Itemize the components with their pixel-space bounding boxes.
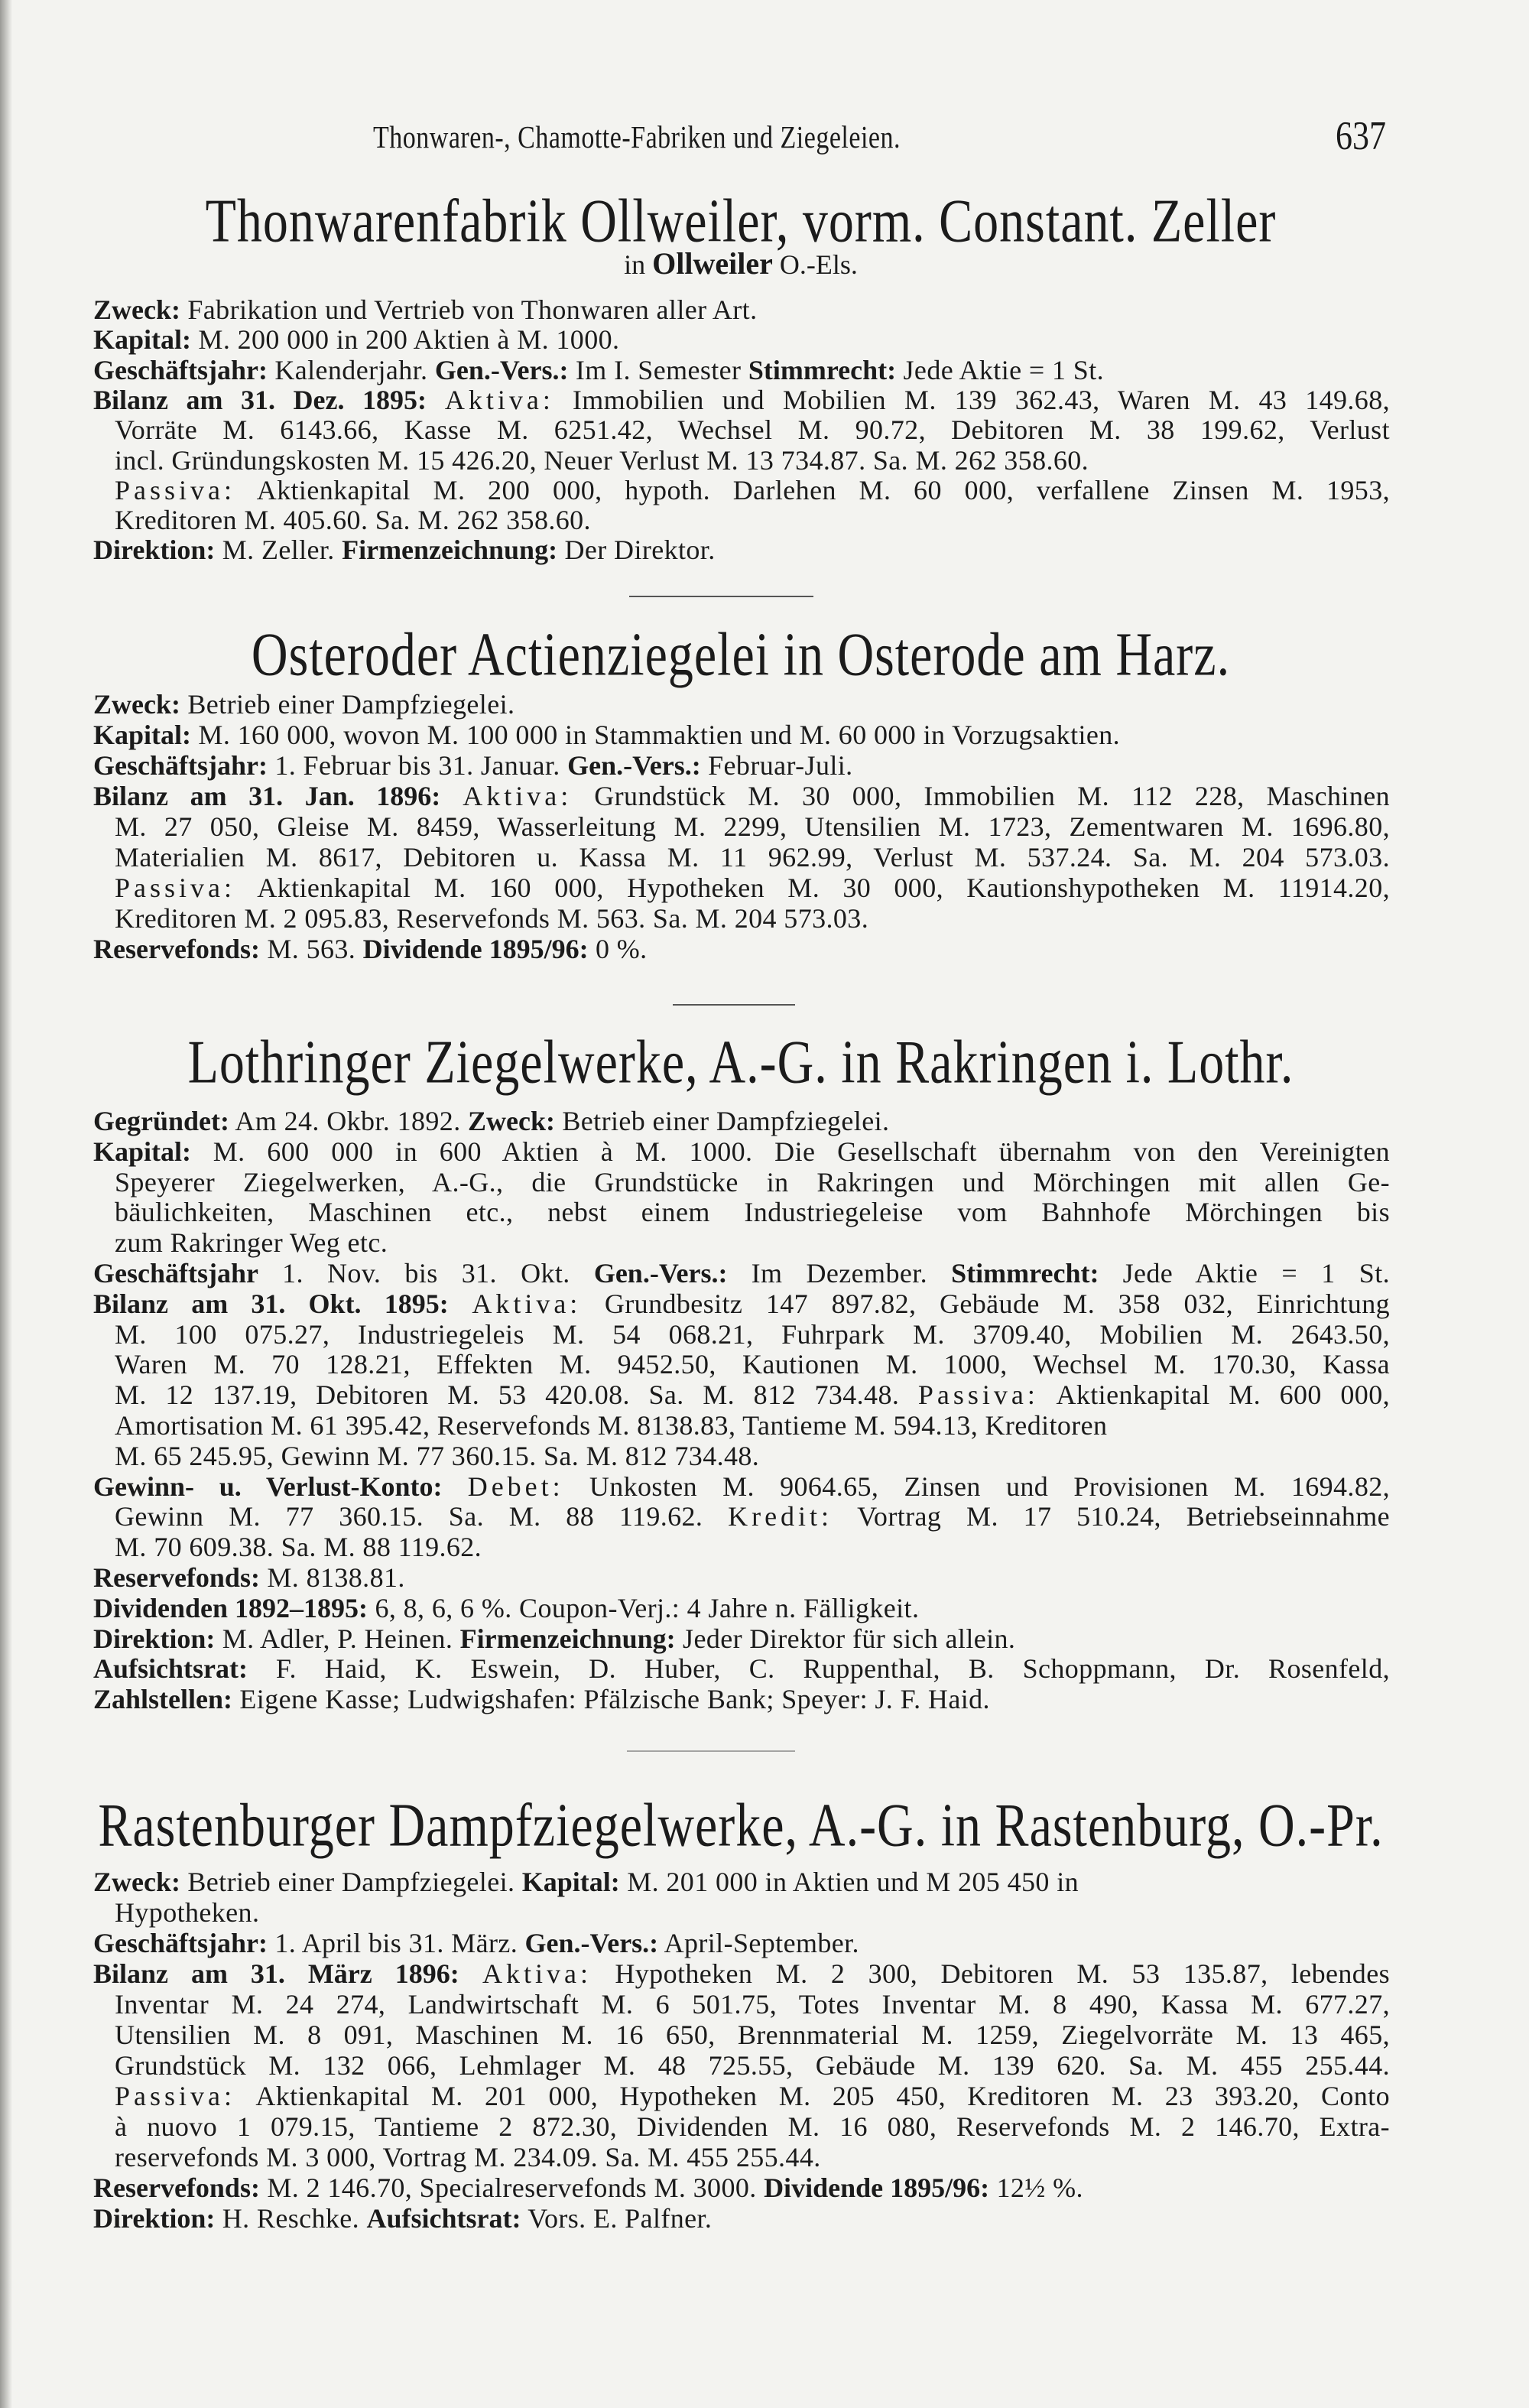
field-label: Gen.-Vers.: <box>434 355 569 385</box>
text-line <box>93 1562 1390 1593</box>
field-value: 1. Februar bis 31. Januar. <box>267 750 568 781</box>
text-line-content <box>115 414 1390 445</box>
field-value: Utensilien M. 8 091, Maschinen M. 16 650, Brennmaterial M. 1259, Ziegelvorräte M. 13 465, <box>115 2020 1390 2050</box>
text-line-content <box>115 2111 1390 2142</box>
text-line <box>115 1197 1390 1227</box>
ledger-side-label: Aktiva: <box>444 385 554 415</box>
field-label: Gen.-Vers.: <box>524 1928 659 1958</box>
field-label: Gewinn- u. Verlust-Konto: <box>93 1471 443 1502</box>
field-value: Grundstück M. 132 066, Lehmlager M. 48 725.55, Gebäude M. 139 620. Sa. M. 455 255.44. <box>115 2050 1390 2081</box>
field-value: Grundstück M. 30 000, Immobilien M. 112 228, Maschinen <box>572 781 1391 811</box>
text-line-content <box>93 355 1104 385</box>
text-line-content <box>115 2081 1390 2111</box>
ledger-side-label: Kredit: <box>728 1501 833 1532</box>
text-line-content <box>93 294 758 325</box>
text-line <box>93 1684 1390 1714</box>
text-line <box>93 535 1390 565</box>
field-label: Direktion: <box>93 2203 216 2234</box>
field-label: Reservefonds: <box>93 934 260 964</box>
field-value: Der Direktor. <box>557 535 716 565</box>
field-value: April-September. <box>658 1928 859 1958</box>
text-line-content <box>115 1319 1390 1350</box>
text-line-content <box>115 1227 388 1258</box>
field-value: Fabrikation und Vertrieb von Thonwaren aller Art. <box>180 294 758 325</box>
field-label: Geschäftsjahr: <box>93 355 268 385</box>
field-value: zum Rakringer Weg etc. <box>115 1227 388 1258</box>
field-value: Aktienkapital M. 200 000, hypoth. Darlehen M. 60 000, verfallene Zinsen M. 1953, <box>235 475 1390 505</box>
field-value: Unkosten M. 9064.65, Zinsen und Provisionen M. 1694.82, <box>563 1471 1391 1502</box>
text-line <box>115 2050 1390 2081</box>
text-line <box>93 1593 1390 1623</box>
field-value: Aktienkapital M. 160 000, Hypotheken M. 30 000, Kautionshypotheken M. 11914.20, <box>235 873 1390 903</box>
text-line-content <box>93 1106 889 1136</box>
field-value: Amortisation M. 61 395.42, Reservefonds M. 8138.83, Tantieme M. 594.13, Kreditoren <box>115 1410 1108 1441</box>
field-value <box>440 781 463 811</box>
text-line <box>93 385 1390 415</box>
text-line <box>93 1928 1390 1958</box>
text-line <box>115 505 1390 535</box>
text-line-content <box>93 1471 1390 1502</box>
field-value: Hypotheken M. 2 300, Debitoren M. 53 135.87, lebendes <box>592 1958 1390 1989</box>
text-line <box>115 903 1390 934</box>
text-line <box>115 811 1390 842</box>
text-line <box>115 445 1390 476</box>
field-value: Kreditoren M. 405.60. Sa. M. 262 358.60. <box>115 505 591 535</box>
field-label: Gegründet: <box>93 1106 229 1136</box>
text-line-content <box>115 1349 1390 1379</box>
field-value: M. 65 245.95, Gewinn M. 77 360.15. Sa. M. 812 734.48. <box>115 1441 760 1471</box>
field-value: Eigene Kasse; Ludwigshafen: Pfälzische Bank; Speyer: J. F. Haid. <box>232 1684 990 1714</box>
field-label: Reservefonds: <box>93 1562 260 1593</box>
text-line-content <box>93 385 1390 415</box>
field-value: 0 %. <box>588 934 648 964</box>
text-line-content <box>115 1501 1390 1532</box>
field-label: Bilanz am 31. Okt. 1895: <box>93 1288 449 1319</box>
field-value: Im Dezember. <box>727 1258 952 1288</box>
text-line <box>115 1989 1390 2020</box>
text-line-content <box>115 1441 759 1471</box>
field-label: Bilanz am 31. Jan. 1896: <box>93 781 441 811</box>
text-line-content <box>93 1928 859 1958</box>
text-line-content <box>115 873 1390 903</box>
text-line-content <box>93 2172 1083 2203</box>
field-value: bäulichkeiten, Maschinen etc., nebst einem Industriegeleise vom Bahnhofe Mörchingen bis <box>115 1197 1390 1227</box>
field-value: M. 201 000 in Aktien und M 205 450 in <box>619 1867 1079 1897</box>
text-line-content <box>93 1958 1390 1989</box>
text-line <box>93 1471 1390 1502</box>
field-value: Grundbesitz 147 897.82, Gebäude M. 358 032, Einrichtung <box>581 1288 1391 1319</box>
field-value: Hypotheken. <box>115 1897 260 1928</box>
text-line-content <box>93 1653 1390 1684</box>
text-line <box>93 355 1390 385</box>
field-label: Zweck: <box>93 1867 180 1897</box>
section-divider <box>627 1750 795 1752</box>
text-line-content <box>93 750 853 781</box>
text-line-content <box>115 1379 1390 1410</box>
ledger-side-label: Passiva: <box>917 1379 1039 1410</box>
ledger-side-label: Passiva: <box>115 873 236 903</box>
text-line <box>93 1623 1390 1654</box>
field-label: Zweck: <box>468 1106 555 1136</box>
field-value: H. Reschke. <box>215 2203 367 2234</box>
text-line-content <box>93 720 1120 750</box>
field-label: Zweck: <box>93 689 180 720</box>
field-value: Inventar M. 24 274, Landwirtschaft M. 6 501.75, Totes Inventar M. 8 490, Kassa M. 677.27, <box>115 1989 1390 2020</box>
field-value: 1. Nov. bis 31. Okt. <box>258 1258 594 1288</box>
text-line <box>93 2203 1390 2234</box>
field-value <box>443 1471 468 1502</box>
text-line <box>93 2172 1390 2203</box>
field-value: Jeder Direktor für sich allein. <box>675 1623 1016 1654</box>
ledger-side-label: Aktiva: <box>472 1288 582 1319</box>
text-line-content <box>93 535 716 565</box>
text-line-content <box>115 811 1390 842</box>
field-value: reservefonds M. 3 000, Vortrag M. 234.09. Sa. M. 455 255.44. <box>115 2142 821 2172</box>
field-label: Stimmrecht: <box>748 355 897 385</box>
section-title: Osteroder Actienziegelei in Osterode am Harz. <box>251 620 1231 689</box>
subtitle-place: Ollweiler <box>652 246 773 281</box>
running-header: Thonwaren-, Chamotte-Fabriken und Ziegeleien. <box>373 121 901 155</box>
field-label: Geschäftsjahr: <box>93 1928 268 1958</box>
text-line <box>115 1532 1390 1562</box>
text-line-content <box>115 842 1390 873</box>
field-value: 1. April bis 31. März. <box>267 1928 525 1958</box>
text-line <box>115 2142 1390 2172</box>
text-line-content <box>115 2020 1390 2050</box>
field-label: Zahlstellen: <box>93 1684 233 1714</box>
ledger-side-label: Debet: <box>467 1471 564 1502</box>
text-line-content <box>115 1897 259 1928</box>
page-number: 637 <box>1336 113 1386 158</box>
text-line <box>115 414 1390 445</box>
field-label: Dividende 1895/96: <box>362 934 589 964</box>
text-line <box>93 324 1390 355</box>
text-line <box>115 1379 1390 1410</box>
text-line <box>115 1349 1390 1379</box>
ledger-side-label: Aktiva: <box>463 781 573 811</box>
subtitle-prefix: in <box>624 249 653 280</box>
section-divider <box>629 596 813 597</box>
text-line <box>115 1441 1390 1471</box>
text-line <box>115 1167 1390 1198</box>
text-line <box>115 1501 1390 1532</box>
field-label: Direktion: <box>93 1623 216 1654</box>
field-value: Vortrag M. 17 510.24, Betriebseinnahme <box>833 1501 1391 1532</box>
text-line <box>93 1136 1390 1167</box>
field-label: Firmenzeichnung: <box>342 535 558 565</box>
field-label: Kapital: <box>93 324 192 355</box>
field-value: Kreditoren M. 2 095.83, Reservefonds M. 563. Sa. M. 204 573.03. <box>115 903 869 934</box>
field-value: à nuovo 1 079.15, Tantieme 2 872.30, Dividenden M. 16 080, Reservefonds M. 2 146.70, Extra- <box>115 2111 1390 2142</box>
field-label: Kapital: <box>521 1867 620 1897</box>
field-label: Kapital: <box>93 1136 192 1167</box>
field-value: Betrieb einer Dampfziegelei. <box>180 689 515 720</box>
field-value: M. 563. <box>259 934 363 964</box>
text-line-content <box>93 1593 919 1623</box>
field-label: Bilanz am 31. März 1896: <box>93 1958 459 1989</box>
field-value: M. 70 609.38. Sa. M. 88 119.62. <box>115 1532 482 1562</box>
section-title: Thonwarenfabrik Ollweiler, vorm. Constant. Zeller <box>205 187 1277 255</box>
text-line <box>93 1958 1390 1989</box>
field-value: M. Zeller. <box>215 535 342 565</box>
field-value: Jede Aktie = 1 St. <box>896 355 1105 385</box>
field-label: Dividende 1895/96: <box>764 2172 990 2203</box>
text-line <box>93 1106 1390 1136</box>
field-value: 12½ %. <box>989 2172 1083 2203</box>
text-line-content <box>115 505 591 535</box>
field-value: M. 100 075.27, Industriegeleis M. 54 068.21, Fuhrpark M. 3709.40, Mobilien M. 2643.50, <box>115 1319 1390 1350</box>
field-value: Jede Aktie = 1 St. <box>1099 1258 1390 1288</box>
field-value: Waren M. 70 128.21, Effekten M. 9452.50, Kautionen M. 1000, Wechsel M. 170.30, Kassa <box>115 1349 1390 1379</box>
field-value: Materialien M. 8617, Debitoren u. Kassa M. 11 962.99, Verlust M. 537.24. Sa. M. 204 573.03. <box>115 842 1390 873</box>
field-value: Speyerer Ziegelwerken, A.-G., die Grundstücke in Rakringen und Mörchingen mit allen Ge- <box>115 1167 1390 1198</box>
text-line-content <box>93 2203 712 2234</box>
subtitle-suffix: O.-Els. <box>772 249 858 280</box>
field-value: Kalenderjahr. <box>267 355 435 385</box>
field-value: M. 200 000 in 200 Aktien à M. 1000. <box>191 324 620 355</box>
field-label: Stimmrecht: <box>951 1258 1099 1288</box>
text-line-content <box>115 2050 1390 2081</box>
text-line-content <box>93 689 515 720</box>
section-title: Lothringer Ziegelwerke, A.-G. in Rakringen i. Lothr. <box>187 1028 1294 1097</box>
text-line-content <box>93 324 619 355</box>
field-value: M. 160 000, wovon M. 100 000 in Stammaktien und M. 60 000 in Vorzugsaktien. <box>191 720 1121 750</box>
scan-edge-shadow <box>0 0 12 2408</box>
field-value <box>427 385 445 415</box>
field-value: Vorräte M. 6143.66, Kasse M. 6251.42, Wechsel M. 90.72, Debitoren M. 38 199.62, Verlust <box>115 414 1390 445</box>
field-value: Aktienkapital M. 201 000, Hypotheken M. 205 450, Kreditoren M. 23 393.20, Conto <box>235 2081 1390 2111</box>
field-label: Geschäftsjahr <box>93 1258 258 1288</box>
field-value: M. 8138.81. <box>259 1562 405 1593</box>
text-line-content <box>115 1167 1390 1198</box>
field-label: Gen.-Vers.: <box>567 750 701 781</box>
field-label: Geschäftsjahr: <box>93 750 268 781</box>
field-label: Dividenden 1892–1895: <box>93 1593 368 1623</box>
text-line <box>115 842 1390 873</box>
field-value: M. 27 050, Gleise M. 8459, Wasserleitung M. 2299, Utensilien M. 1723, Zementwaren M. 1696.80, <box>115 811 1390 842</box>
text-line-content <box>115 1989 1390 2020</box>
text-line <box>115 1410 1390 1441</box>
text-line <box>93 1867 1390 1897</box>
text-line-content <box>93 1684 990 1714</box>
field-value: Februar-Juli. <box>700 750 853 781</box>
field-label: Zweck: <box>93 294 180 325</box>
field-value: M. Adler, P. Heinen. <box>215 1623 460 1654</box>
ledger-side-label: Passiva: <box>115 2081 236 2111</box>
field-label: Firmenzeichnung: <box>459 1623 676 1654</box>
field-value: Aktienkapital M. 600 000, <box>1038 1379 1390 1410</box>
text-line <box>93 720 1390 750</box>
text-line <box>93 750 1390 781</box>
field-value: F. Haid, K. Eswein, D. Huber, C. Ruppenthal, B. Schoppmann, Dr. Rosenfeld, <box>247 1653 1390 1684</box>
field-value: Betrieb einer Dampfziegelei. <box>554 1106 890 1136</box>
text-line-content <box>93 1562 405 1593</box>
text-line-content <box>115 903 868 934</box>
field-value <box>449 1288 472 1319</box>
text-line <box>93 689 1390 720</box>
text-line-content <box>93 781 1390 811</box>
field-value: incl. Gründungskosten M. 15 426.20, Neuer Verlust M. 13 734.87. Sa. M. 262 358.60. <box>115 445 1089 476</box>
field-value: M. 2 146.70, Specialreservefonds M. 3000. <box>259 2172 764 2203</box>
text-line <box>93 781 1390 811</box>
field-value: Betrieb einer Dampfziegelei. <box>180 1867 522 1897</box>
field-label: Bilanz am 31. Dez. 1895: <box>93 385 427 415</box>
text-line <box>93 1258 1390 1288</box>
text-line <box>115 1227 1390 1258</box>
text-line <box>115 1897 1390 1928</box>
field-label: Aufsichtsrat: <box>93 1653 248 1684</box>
text-line <box>115 475 1390 505</box>
field-value: Immobilien und Mobilien M. 139 362.43, Waren M. 43 149.68, <box>553 385 1391 415</box>
text-line-content <box>93 1288 1390 1319</box>
text-line-content <box>115 1197 1390 1227</box>
text-line <box>115 2081 1390 2111</box>
text-line <box>115 2111 1390 2142</box>
text-line-content <box>115 445 1089 476</box>
field-value: M. 12 137.19, Debitoren M. 53 420.08. Sa. M. 812 734.48. <box>115 1379 918 1410</box>
field-label: Direktion: <box>93 535 216 565</box>
text-line-content <box>93 1867 1079 1897</box>
field-label: Gen.-Vers.: <box>593 1258 728 1288</box>
field-value: Gewinn M. 77 360.15. Sa. M. 88 119.62. <box>115 1501 729 1532</box>
text-line <box>115 1319 1390 1350</box>
field-label: Kapital: <box>93 720 192 750</box>
field-label: Aufsichtsrat: <box>366 2203 521 2234</box>
text-line <box>93 1653 1390 1684</box>
field-label: Reservefonds: <box>93 2172 260 2203</box>
text-line <box>93 294 1390 325</box>
text-line <box>115 2020 1390 2050</box>
text-line-content <box>115 1532 482 1562</box>
field-value: M. 600 000 in 600 Aktien à M. 1000. Die Gesellschaft übernahm von den Vereinigten <box>191 1136 1390 1167</box>
ledger-side-label: Aktiva: <box>482 1958 592 1989</box>
text-line-content <box>93 1258 1390 1288</box>
text-line-content <box>93 934 648 964</box>
section-divider <box>673 1004 795 1006</box>
text-line <box>93 934 1390 964</box>
field-value: Am 24. Okbr. 1892. <box>229 1106 468 1136</box>
field-value: 6, 8, 6, 6 %. Coupon-Verj.: 4 Jahre n. Fälligkeit. <box>368 1593 920 1623</box>
text-line-content <box>93 1623 1015 1654</box>
ledger-side-label: Passiva: <box>115 475 236 505</box>
text-line <box>93 1288 1390 1319</box>
text-line-content <box>93 1136 1390 1167</box>
text-line <box>115 873 1390 903</box>
section-title: Rastenburger Dampfziegelwerke, A.-G. in Rastenburg, O.-Pr. <box>98 1791 1384 1860</box>
section-subtitle <box>90 246 1391 281</box>
text-line-content <box>115 1410 1107 1441</box>
text-line-content <box>115 2142 821 2172</box>
field-value <box>459 1958 482 1989</box>
field-value: Vors. E. Palfner. <box>521 2203 713 2234</box>
text-line-content <box>115 475 1390 505</box>
field-value: Im I. Semester <box>568 355 748 385</box>
